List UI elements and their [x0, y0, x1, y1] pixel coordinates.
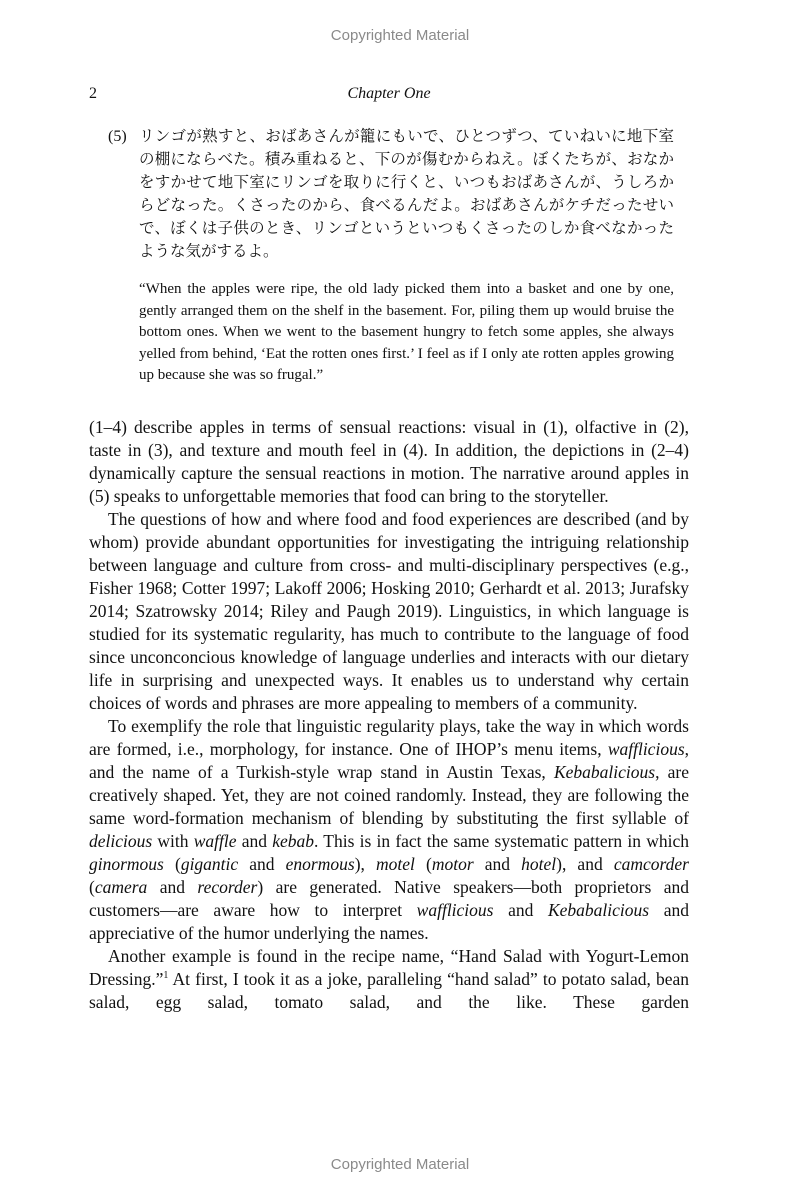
italic-term: Kebabalicious [547, 900, 650, 920]
text-run: and [147, 877, 198, 897]
copyright-watermark-bottom: Copyrighted Material [330, 1156, 470, 1173]
italic-term: ginormous [89, 854, 164, 874]
text-run: ), [354, 854, 376, 874]
text-run: ) are generated. Native speakers—both proprietors and customers—are aware how to interpret [89, 877, 689, 920]
italic-term: camera [94, 877, 148, 897]
example-block [108, 125, 674, 387]
text-run: ( [414, 854, 432, 874]
text-run: . This is in fact the same systematic pattern in which [314, 831, 689, 851]
italic-term: delicious [89, 831, 153, 851]
italic-term: motel [376, 854, 415, 874]
paragraph-1: (1–4) describe apples in terms of sensual reactions: visual in (1), olfactive in (2), taste in (3), and texture and mouth feel in (4). In addition, the depictions in (2–4) dynamically capture the sensual reactions in motion. The narrative around apples in (5) speaks to unforgettable memories that food can bring to the storyteller. [89, 417, 689, 506]
text-run: ( [89, 877, 95, 897]
italic-term: camcorder [613, 854, 689, 874]
text-run: and appreciative of the humor underlying the names. [89, 900, 689, 943]
paragraph-2: The questions of how and where food and food experiences are described (and by whom) provide abundant opportunities for investigating the intriguing relationship between language and culture from cross- and multi-disciplinary perspectives (e.g., Fisher 1968; Cotter 1997; Lakoff 2006; Hosking 2010; Gerhardt et al. 2013; Jurafsky 2014; Szatrowsky 2014; Riley and Paugh 2019). Linguistics, in which language is studied for its systematic regularity, has much to contribute to the language of food since unconconcious knowledge of language underlies and interacts with our dietary life in surprising and unexpected ways. It enables us to understand why certain choices of words and phrases are more appealing to members of a community. [89, 509, 689, 713]
text-run: , are creatively shaped. Yet, they are not coined randomly. Instead, they are following the same word-formation mechanism of blending by substituting the first syllable of [89, 762, 689, 828]
text-run: At first, I took it as a joke, paralleling “hand salad” to potato salad, bean salad, egg salad, tomato salad, and the like. These garden [89, 969, 689, 1012]
italic-term: waffle [193, 831, 237, 851]
text-run: and [493, 900, 548, 920]
text-run: Another example is found in the recipe name, “Hand Salad with Yogurt-Lemon Dressing.” [89, 946, 689, 989]
paragraph-3 [89, 715, 689, 945]
example-translation: “When the apples were ripe, the old lady picked them into a basket and one by one, gently arranged them on the shelf in the basement. For, piling them up would bruise the bottom ones. When we went to the basement hungry to fetch some apples, she always yelled from behind, ‘Eat the rotten ones first.’ I feel as if I only ate rotten apples growing up because she was so frugal.” [139, 281, 674, 383]
text-run: and [238, 854, 286, 874]
chapter-title: Chapter One [347, 85, 431, 102]
italic-term: Kebabalicious [553, 762, 656, 782]
text-run: and [236, 831, 273, 851]
italic-term: wafflicious [607, 739, 685, 759]
footnote-marker[interactable]: 1 [163, 970, 169, 982]
italic-term: wafflicious [416, 900, 494, 920]
italic-term: gigantic [180, 854, 239, 874]
example-japanese-text: リンゴが熟すと、おばあさんが籠にもいで、ひとつずつ、ていねいに地下室の棚にならべた。積み重ねると、下のが傷むからねえ。ぼくたちが、おなかをすかせて地下室にリンゴを取りに行くと、いつもおばあさんが、うしろからどなった。くさったのから、食べるんだよ。おばあさんがケチだったせいで、ぼくは子供のとき、リンゴというといつもくさったのしか食べなかったような気がするよ。 [139, 127, 674, 260]
running-head [89, 85, 689, 107]
text-run: ), and [556, 854, 614, 874]
italic-term: enormous [285, 854, 355, 874]
italic-term: kebab [272, 831, 315, 851]
text-run: ( [163, 854, 181, 874]
body-text [89, 416, 689, 1014]
text-run: , and the name of a Turkish-style wrap stand in Austin Texas, [89, 739, 689, 782]
paragraph-4 [89, 945, 689, 1014]
copyright-watermark-top: Copyrighted Material [330, 27, 470, 44]
text-run: To exemplify the role that linguistic regularity plays, take the way in which words are formed, i.e., morphology, for instance. One of IHOP’s menu items, [89, 716, 689, 759]
text-run: and [473, 854, 522, 874]
example-number: (5) [108, 128, 127, 145]
italic-term: motor [431, 854, 474, 874]
page-number: 2 [89, 85, 97, 102]
text-run: with [152, 831, 194, 851]
italic-term: hotel [521, 854, 557, 874]
italic-term: recorder [197, 877, 258, 897]
